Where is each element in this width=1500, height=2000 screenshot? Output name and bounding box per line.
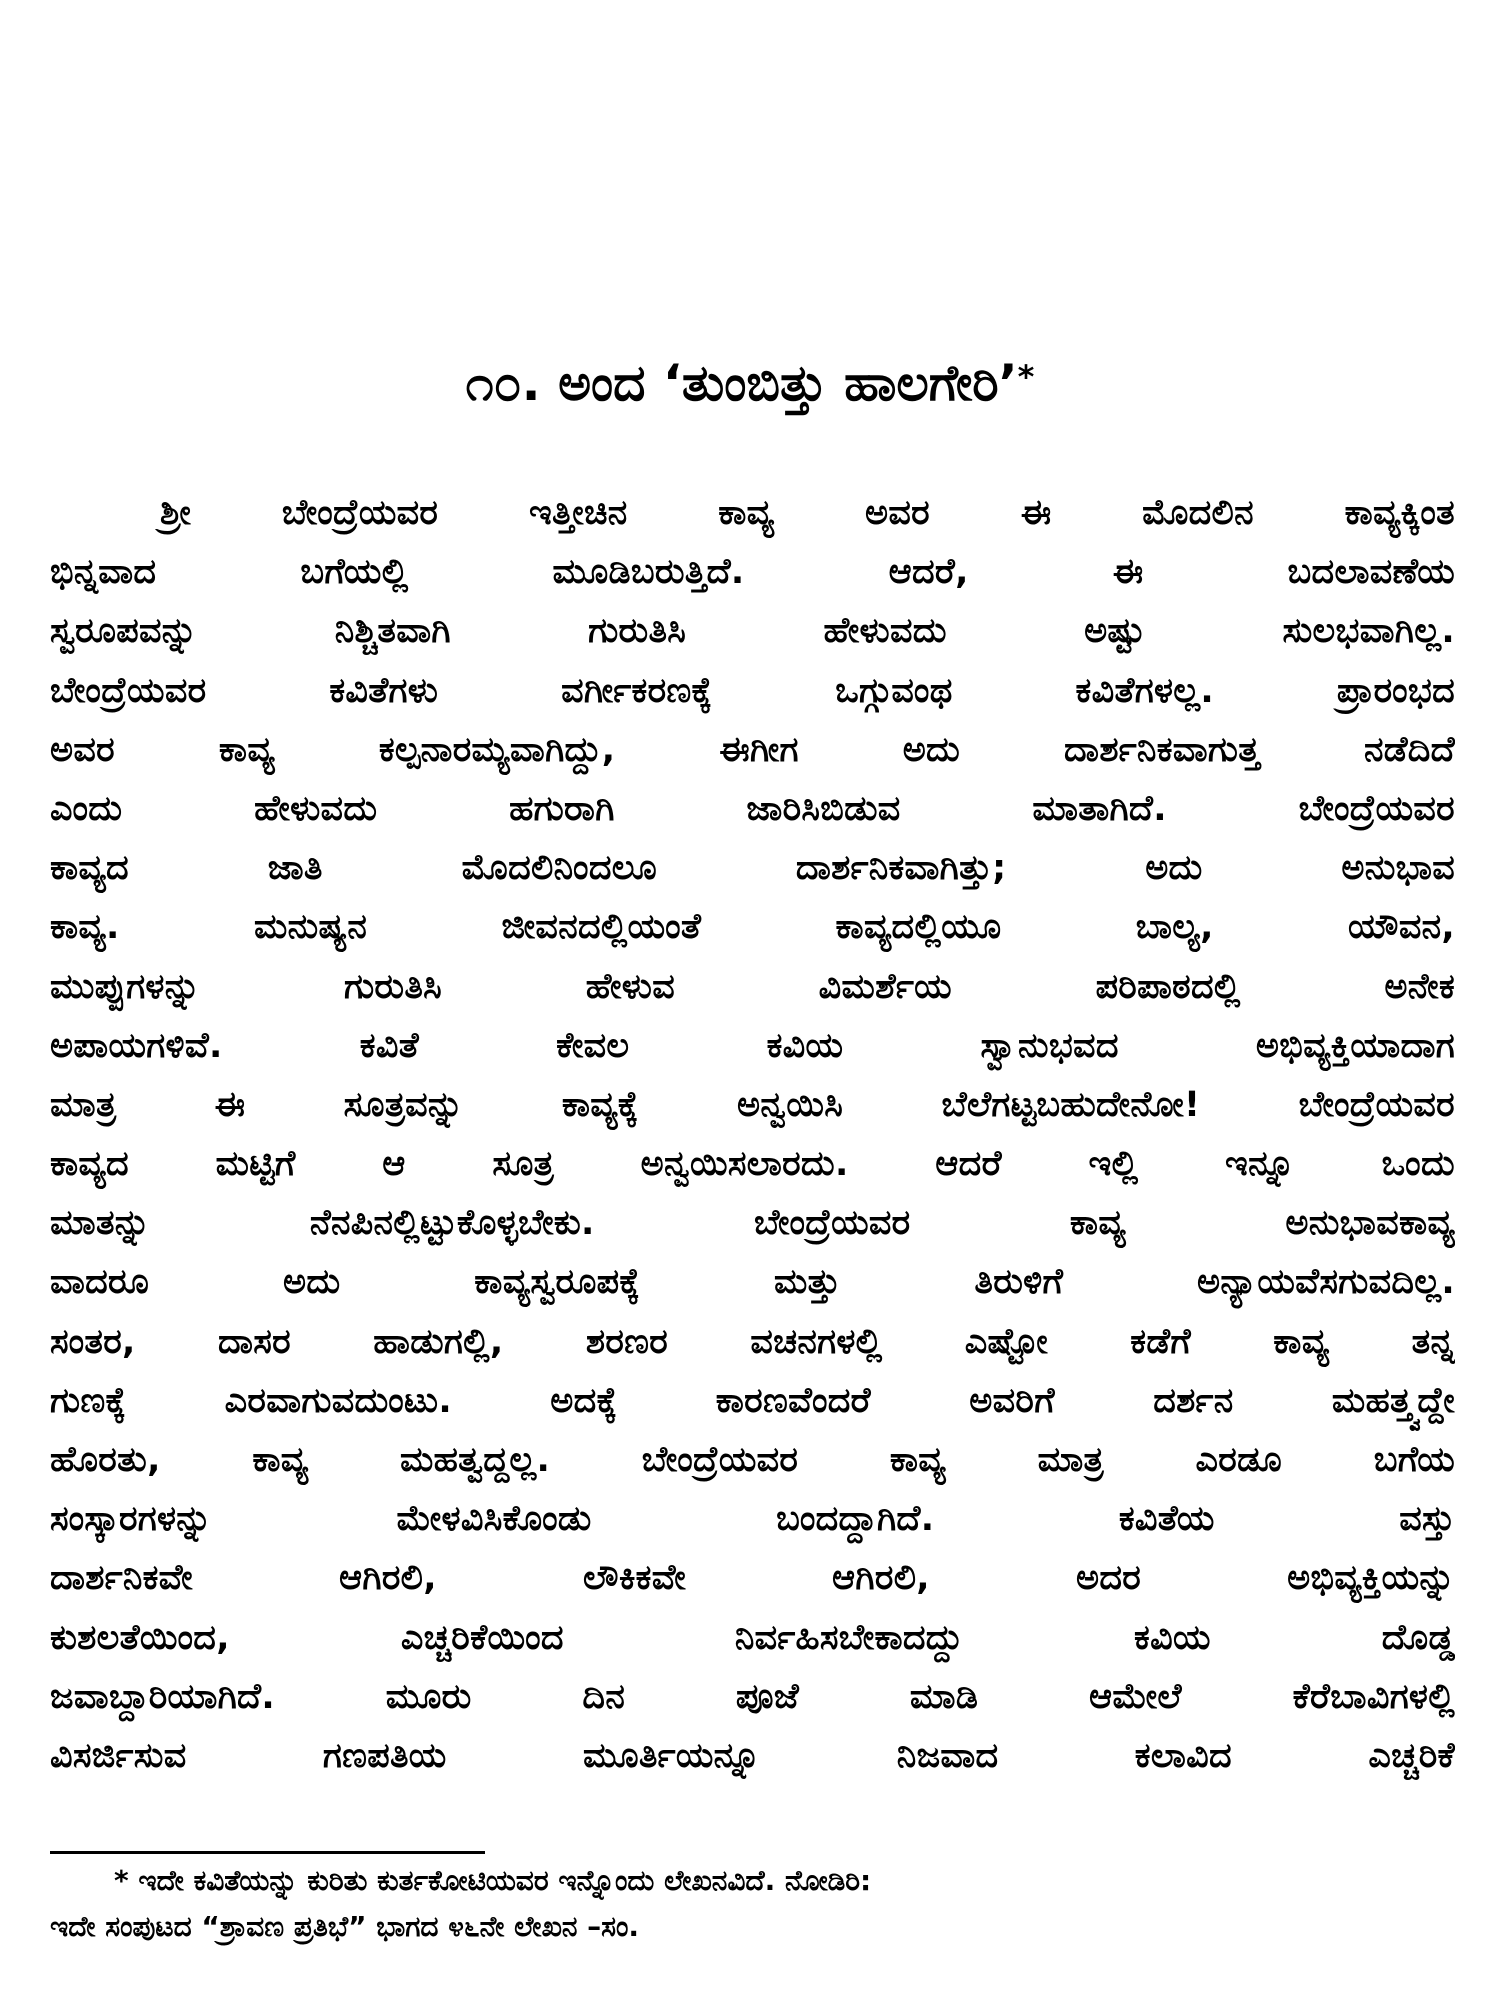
- text-line: ಸಂಸ್ಕಾರಗಳನ್ನು ಮೇಳವಿಸಿಕೊಂಡು ಬಂದದ್ದಾಗಿದೆ. ಕವಿತೆಯ ವಸ್ತು: [50, 1499, 1455, 1540]
- text-line: ಹೊರತು, ಕಾವ್ಯ ಮಹತ್ವದ್ದಲ್ಲ. ಬೇಂದ್ರೆಯವರ ಕಾವ್ಯ ಮಾತ್ರ ಎರಡೂ ಬಗೆಯ: [50, 1440, 1455, 1480]
- text-line: ಎಂದು ಹೇಳುವದು ಹಗುರಾಗಿ ಜಾರಿಸಿಬಿಡುವ ಮಾತಾಗಿದೆ. ಬೇಂದ್ರೆಯವರ: [50, 788, 1455, 829]
- footnote-line: * ಇದೇ ಕವಿತೆಯನ್ನು ಕುರಿತು ಕುರ್ತಕೋಟಿಯವರ ಇನ್ನೊಂದು ಲೇಖನವಿದೆ. ನೋಡಿರಿ:: [114, 1864, 872, 1897]
- text-line: ಭಿನ್ನವಾದ ಬಗೆಯಲ್ಲಿ ಮೂಡಿಬರುತ್ತಿದೆ. ಆದರೆ, ಈ ಬದಲಾವಣೆಯ: [50, 552, 1455, 593]
- chapter-heading: [0, 348, 1500, 418]
- text-line: ಗುಣಕ್ಕೆ ಎರವಾಗುವದುಂಟು. ಅದಕ್ಕೆ ಕಾರಣವೆಂದರೆ ಅವರಿಗೆ ದರ್ಶನ ಮಹತ್ತ್ವದ್ದೇ: [50, 1380, 1455, 1421]
- footnote-divider: [50, 1851, 485, 1854]
- text-line: ಕುಶಲತೆಯಿಂದ, ಎಚ್ಚರಿಕೆಯಿಂದ ನಿರ್ವಹಿಸಬೇಕಾದದ್ದು ಕವಿಯ ದೊಡ್ಡ: [50, 1617, 1455, 1658]
- text-line: ಸ್ವರೂಪವನ್ನು ನಿಶ್ಚಿತವಾಗಿ ಗುರುತಿಸಿ ಹೇಳುವದು ಅಷ್ಟು ಸುಲಭವಾಗಿಲ್ಲ.: [50, 611, 1455, 652]
- text-line: ಮಾತನ್ನು ನೆನಪಿನಲ್ಲಿಟ್ಟುಕೊಳ್ಳಬೇಕು. ಬೇಂದ್ರೆಯವರ ಕಾವ್ಯ ಅನುಭಾವಕಾವ್ಯ: [50, 1203, 1455, 1244]
- text-line: ಬೇಂದ್ರೆಯವರ ಕವಿತೆಗಳು ವರ್ಗೀಕರಣಕ್ಕೆ ಒಗ್ಗುವಂಥ ಕವಿತೆಗಳಲ್ಲ. ಪ್ರಾರಂಭದ: [50, 670, 1455, 711]
- chapter-number: ೧೦.: [465, 354, 541, 412]
- text-line: ಮಾತ್ರ ಈ ಸೂತ್ರವನ್ನು ಕಾವ್ಯಕ್ಕೆ ಅನ್ವಯಿಸಿ ಬೆಲೆಗಟ್ಟಬಹುದೇನೋ! ಬೇಂದ್ರೆಯವರ: [50, 1084, 1455, 1125]
- chapter-title: ಅಂದ ‘ತುಂಬಿತ್ತು ಹಾಲಗೇರಿ’: [558, 354, 1018, 412]
- text-line: ಅವರ ಕಾವ್ಯ ಕಲ್ಪನಾರಮ್ಯವಾಗಿದ್ದು, ಈಗೀಗ ಅದು ದಾರ್ಶನಿಕವಾಗುತ್ತ ನಡೆದಿದೆ: [50, 729, 1455, 770]
- text-line: ಕಾವ್ಯ. ಮನುಷ್ಯನ ಜೀವನದಲ್ಲಿಯಂತೆ ಕಾವ್ಯದಲ್ಲಿಯೂ ಬಾಲ್ಯ, ಯೌವನ,: [50, 907, 1455, 948]
- text-line: ಸಂತರ, ದಾಸರ ಹಾಡುಗಲ್ಲಿ, ಶರಣರ ವಚನಗಳಲ್ಲಿ ಎಷ್ಟೋ ಕಡೆಗೆ ಕಾವ್ಯ ತನ್ನ: [50, 1321, 1455, 1362]
- text-line: ಶ್ರೀ ಬೇಂದ್ರೆಯವರ ಇತ್ತೀಚಿನ ಕಾವ್ಯ ಅವರ ಈ ಮೊದಲಿನ ಕಾವ್ಯಕ್ಕಿಂತ: [160, 493, 1455, 533]
- text-line: ಕಾವ್ಯದ ಮಟ್ಟಿಗೆ ಆ ಸೂತ್ರ ಅನ್ವಯಿಸಲಾರದು. ಆದರೆ ಇಲ್ಲಿ ಇನ್ನೂ ಒಂದು: [50, 1144, 1455, 1185]
- text-line: ಅಪಾಯಗಳಿವೆ. ಕವಿತೆ ಕೇವಲ ಕವಿಯ ಸ್ವಾನುಭವದ ಅಭಿವ್ಯಕ್ತಿಯಾದಾಗ: [50, 1025, 1455, 1066]
- text-line: ಮುಪ್ಪುಗಳನ್ನು ಗುರುತಿಸಿ ಹೇಳುವ ವಿಮರ್ಶೆಯ ಪರಿಪಾಠದಲ್ಲಿ ಅನೇಕ: [50, 966, 1455, 1007]
- footnote-marker: *: [1017, 358, 1035, 396]
- body-paragraph: [50, 484, 1455, 1786]
- text-line: ವಾದರೂ ಅದು ಕಾವ್ಯಸ್ವರೂಪಕ್ಕೆ ಮತ್ತು ತಿರುಳಿಗೆ ಅನ್ಯಾಯವೆಸಗುವದಿಲ್ಲ.: [50, 1262, 1455, 1303]
- text-line: ಕಾವ್ಯದ ಜಾತಿ ಮೊದಲಿನಿಂದಲೂ ದಾರ್ಶನಿಕವಾಗಿತ್ತು; ಅದು ಅನುಭಾವ: [50, 848, 1455, 889]
- footnote-line: ಇದೇ ಸಂಪುಟದ “ಶ್ರಾವಣ ಪ್ರತಿಭೆ” ಭಾಗದ ೪೬ನೇ ಲೇಖನ –ಸಂ.: [50, 1910, 640, 1943]
- text-line: ದಾರ್ಶನಿಕವೇ ಆಗಿರಲಿ, ಲೌಕಿಕವೇ ಆಗಿರಲಿ, ಅದರ ಅಭಿವ್ಯಕ್ತಿಯನ್ನು: [50, 1558, 1455, 1599]
- text-line: ಜವಾಬ್ದಾರಿಯಾಗಿದೆ. ಮೂರು ದಿನ ಪೂಜೆ ಮಾಡಿ ಆಮೇಲೆ ಕೆರೆಬಾವಿಗಳಲ್ಲಿ: [50, 1676, 1455, 1717]
- text-line: ವಿಸರ್ಜಿಸುವ ಗಣಪತಿಯ ಮೂರ್ತಿಯನ್ನೂ ನಿಜವಾದ ಕಲಾವಿದ ಎಚ್ಚರಿಕೆ: [50, 1735, 1455, 1776]
- footnote: [50, 1858, 1370, 1950]
